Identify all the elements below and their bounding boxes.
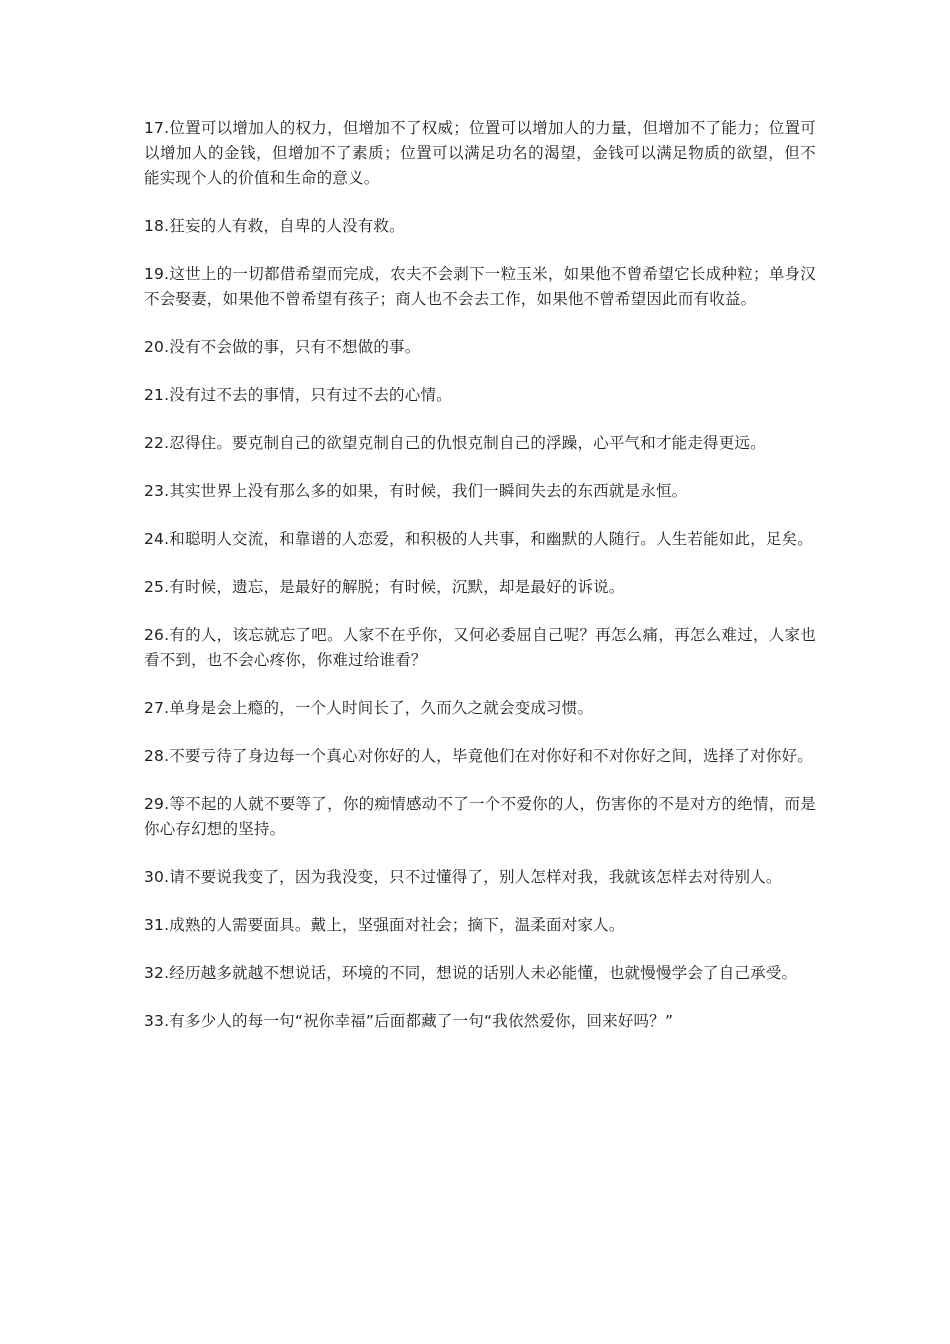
quote-item-30: 30.请不要说我变了，因为我没变，只不过懂得了，别人怎样对我，我就该怎样去对待别人。 [144,868,782,886]
quote-item-32: 32.经历越多就越不想说话，环境的不同，想说的话别人未必能懂，也就慢慢学会了自己承受。 [144,964,798,982]
quote-item-29: 29.等不起的人就不要等了，你的痴情感动不了一个不爱你的人，伤害你的不是对方的绝情，而是你心存幻想的坚持。 [144,795,816,838]
quote-item-24: 24.和聪明人交流，和靠谱的人恋爱，和积极的人共事，和幽默的人随行。人生若能如此，足矣。 [144,530,813,548]
quote-item-28: 28.不要亏待了身边每一个真心对你好的人，毕竟他们在对你好和不对你好之间，选择了对你好。 [144,747,813,765]
quote-list [144,116,816,1057]
quote-item-21: 21.没有过不去的事情，只有过不去的心情。 [144,386,452,404]
quote-item-31: 31.成熟的人需要面具。戴上，坚强面对社会；摘下，温柔面对家人。 [144,916,625,934]
quote-item-19: 19.这世上的一切都借希望而完成，农夫不会剥下一粒玉米，如果他不曾希望它长成种粒；单身汉不会娶妻，如果他不曾希望有孩子；商人也不会去工作，如果他不曾希望因此而有收益。 [144,265,816,308]
quote-item-20: 20.没有不会做的事，只有不想做的事。 [144,338,421,356]
quote-item-17: 17.位置可以增加人的权力，但增加不了权威；位置可以增加人的力量，但增加不了能力；位置可以增加人的金钱，但增加不了素质；位置可以满足功名的渴望，金钱可以满足物质的欲望，但不能实现个人的价值和生命的意义。 [144,119,816,187]
quote-item-27: 27.单身是会上瘾的，一个人时间长了，久而久之就会变成习惯。 [144,699,594,717]
quote-item-25: 25.有时候，遗忘，是最好的解脱；有时候，沉默，却是最好的诉说。 [144,578,625,596]
quote-item-22: 22.忍得住。要克制自己的欲望克制自己的仇恨克制自己的浮躁，心平气和才能走得更远。 [144,434,766,452]
quote-item-26: 26.有的人，该忘就忘了吧。人家不在乎你，又何必委屈自己呢？再怎么痛，再怎么难过，人家也看不到，也不会心疼你，你难过给谁看？ [144,626,816,669]
quote-item-18: 18.狂妄的人有救，自卑的人没有救。 [144,217,405,235]
quote-item-33: 33.有多少人的每一句“祝你幸福”后面都藏了一句“我依然爱你，回来好吗？” [144,1012,674,1030]
quote-item-23: 23.其实世界上没有那么多的如果，有时候，我们一瞬间失去的东西就是永恒。 [144,482,688,500]
